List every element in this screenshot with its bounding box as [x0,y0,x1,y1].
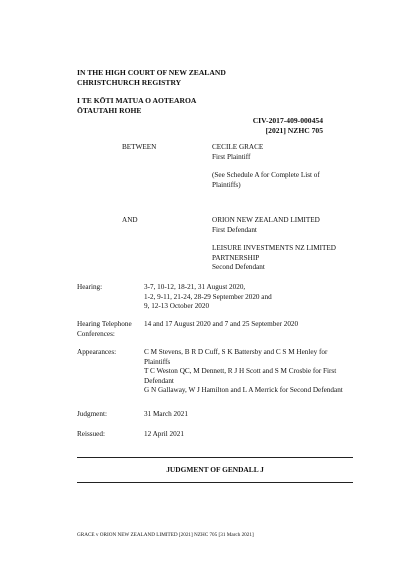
judgment-label: Judgment: [77,410,107,418]
defendant1-name: ORION NEW ZEALAND LIMITED [212,216,320,224]
court-line-2: CHRISTCHURCH REGISTRY [77,78,182,87]
top-divider [77,457,353,458]
hearing-line-1: 3-7, 10-12, 18-21, 31 August 2020, [144,283,246,291]
case-number: CIV-2017-409-000454 [252,116,323,125]
telephone-value: 14 and 17 August 2020 and 7 and 25 September 2020 [144,320,299,328]
page-footer: GRACE v ORION NEW ZEALAND LIMITED [2021] NZHC 705 [31 March 2021] [77,532,254,538]
judgment-title: JUDGMENT OF GENDALL J [166,465,264,474]
maori-line-1: I TE KŌTI MATUA O AOTEAROA [77,96,197,105]
telephone-label: Hearing Telephone Conferences: [77,320,132,338]
hearing-dates [144,283,354,312]
appearance-second-defendant: G N Gallaway, W J Hamilton and L A Merrick for Second Defendant [144,386,343,394]
between-label: BETWEEN [122,143,157,151]
citation: [2021] NZHC 705 [265,126,323,135]
maori-line-2: ŌTAUTAHI ROHE [77,106,142,115]
defendants-block [212,216,342,273]
court-name [77,68,337,88]
plaintiff-block [212,143,342,190]
appearance-plaintiffs: C M Stevens, B R D Cuff, S K Battersby and C S M Henley for Plaintiffs [144,348,328,366]
and-label: AND [122,216,138,224]
reissued-label: Reissued: [77,430,105,438]
bottom-divider [77,482,353,483]
hearing-line-2: 1-2, 9-11, 21-24, 28-29 September 2020 and [144,292,272,301]
appearances-label: Appearances: [77,348,117,356]
judgment-date: 31 March 2021 [144,410,188,418]
plaintiff-name: CECILE GRACE [212,143,264,151]
reissued-date: 12 April 2021 [144,430,184,438]
appearances-value [144,348,354,396]
plaintiff-note: (See Schedule A for Complete List of Plaintiffs) [212,171,320,189]
defendant1-role: First Defendant [212,225,257,234]
defendant2-name: LEISURE INVESTMENTS NZ LIMITED PARTNERSHIP [212,244,336,262]
hearing-label: Hearing: [77,283,103,291]
appearance-first-defendant: T C Weston QC, M Dennett, R J H Scott and S M Crosbie for First Defendant [144,367,337,385]
defendant2-role: Second Defendant [212,263,265,271]
plaintiff-role: First Plaintiff [212,152,251,161]
case-references [253,116,323,136]
hearing-line-3: 9, 12-13 October 2020 [144,302,210,310]
court-line-1: IN THE HIGH COURT OF NEW ZEALAND [77,68,226,77]
court-name-maori [77,96,337,116]
